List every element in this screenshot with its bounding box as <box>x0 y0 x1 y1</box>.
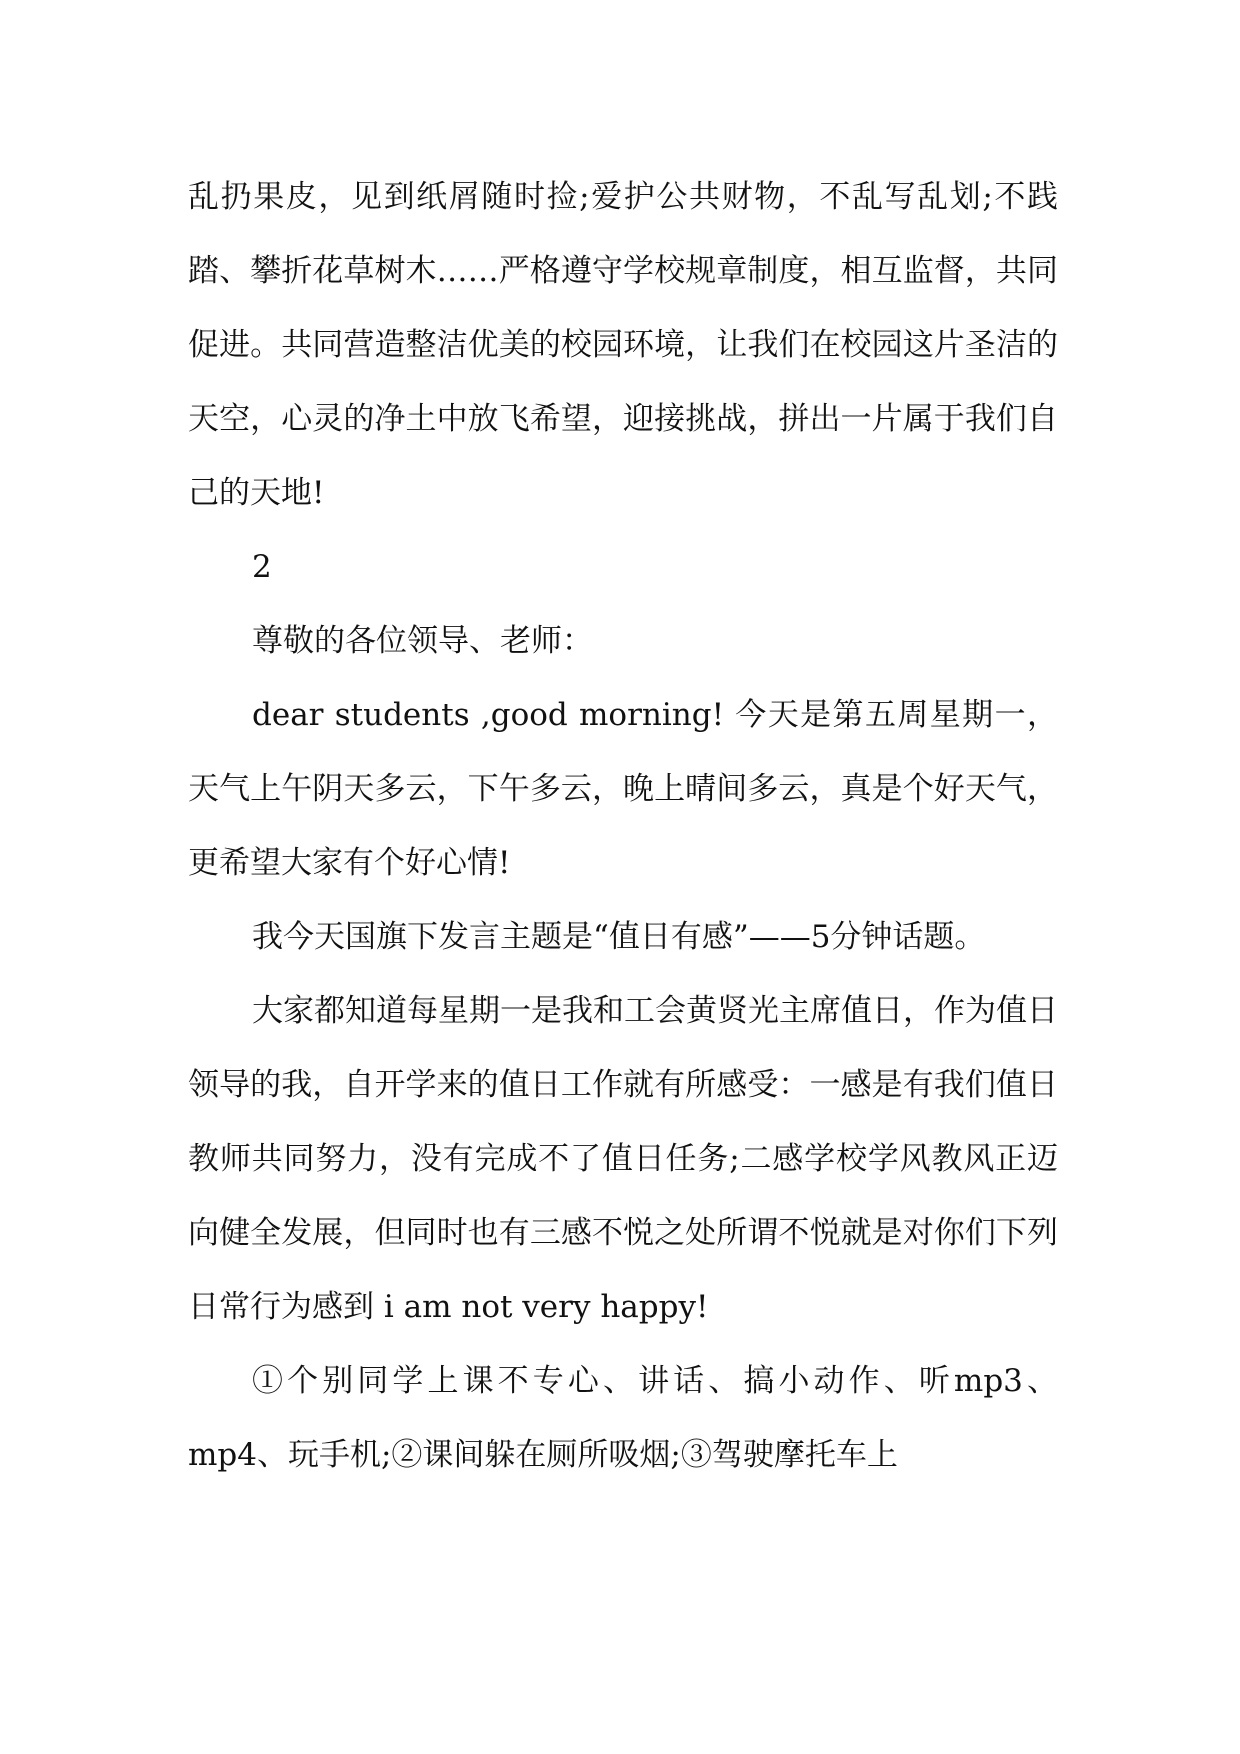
paragraph-greeting: dear students ,good morning! 今天是第五周星期一，天气上午阴天多云，下午多云，晚上晴间多云，真是个好天气，更希望大家有个好心情! <box>188 697 1058 881</box>
paragraph-behavior-list: ①个别同学上课不专心、讲话、搞小动作、听mp3、mp4、玩手机;②课间躲在厕所吸烟;③驾驶摩托车上 <box>188 1363 1058 1473</box>
paragraph-continued: 乱扔果皮，见到纸屑随时捡;爱护公共财物，不乱写乱划;不践踏、攀折花草树木……严格遵守学校规章制度，相互监督，共同促进。共同营造整洁优美的校园环境，让我们在校园这片圣洁的天空，心灵的净土中放飞希望，迎接挑战，拼出一片属于我们自己的天地! <box>188 179 1058 511</box>
document-body <box>188 160 1058 1492</box>
salutation: 尊敬的各位领导、老师： <box>252 623 593 659</box>
paragraph-topic: 我今天国旗下发言主题是“值日有感”——5分钟话题。 <box>252 919 986 955</box>
paragraph-duty-feelings: 大家都知道每星期一是我和工会黄贤光主席值日，作为值日领导的我，自开学来的值日工作就有所感受：一感是有我们值日教师共同努力，没有完成不了值日任务;二感学校学风教风正迈向健全发展，但同时也有三感不悦之处所谓不悦就是对你们下列日常行为感到 i am not very happy! <box>188 993 1058 1325</box>
section-number: 2 <box>252 549 272 585</box>
